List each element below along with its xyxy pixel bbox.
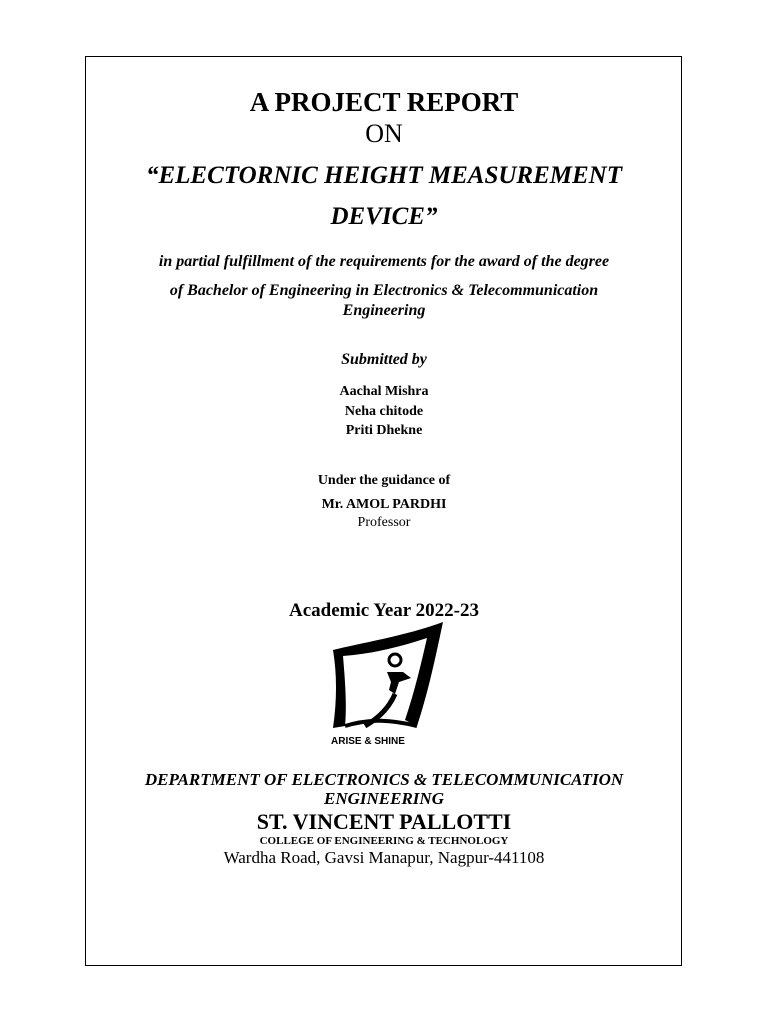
student-name: Aachal Mishra	[339, 384, 429, 399]
submitted-by-label: Submitted by	[341, 351, 427, 368]
department-line2: ENGINEERING	[324, 789, 444, 808]
fulfillment-line1: in partial fulfillment of the requirements for the award of the degree	[158, 253, 610, 270]
guidance-label: Under the guidance of	[317, 473, 451, 488]
fulfillment-line2: of Bachelor of Engineering in Electronics & Telecommunication	[169, 282, 599, 299]
project-title-line1: “ELECTORNIC HEIGHT MEASUREMENT	[145, 162, 623, 189]
logo-motto: ARISE & SHINE	[331, 736, 405, 747]
college-name: ST. VINCENT PALLOTTI	[256, 809, 512, 834]
fulfillment-line3: Engineering	[342, 302, 426, 319]
student-name: Priti Dhekne	[345, 423, 423, 438]
academic-year: Academic Year 2022-23	[289, 600, 479, 621]
report-on: ON	[365, 119, 403, 148]
college-subtitle: COLLEGE OF ENGINEERING & TECHNOLOGY	[259, 835, 509, 847]
college-address: Wardha Road, Gavsi Manapur, Nagpur-441108	[223, 848, 545, 867]
project-title-line2: DEVICE”	[330, 203, 438, 230]
report-title: A PROJECT REPORT	[249, 87, 519, 117]
department-line1: DEPARTMENT OF ELECTRONICS & TELECOMMUNICATION	[144, 770, 624, 789]
guide-name: Mr. AMOL PARDHI	[321, 497, 447, 512]
student-name: Neha chitode	[344, 404, 424, 419]
guide-title: Professor	[357, 515, 411, 530]
arise-and-shine-logo	[325, 620, 449, 748]
